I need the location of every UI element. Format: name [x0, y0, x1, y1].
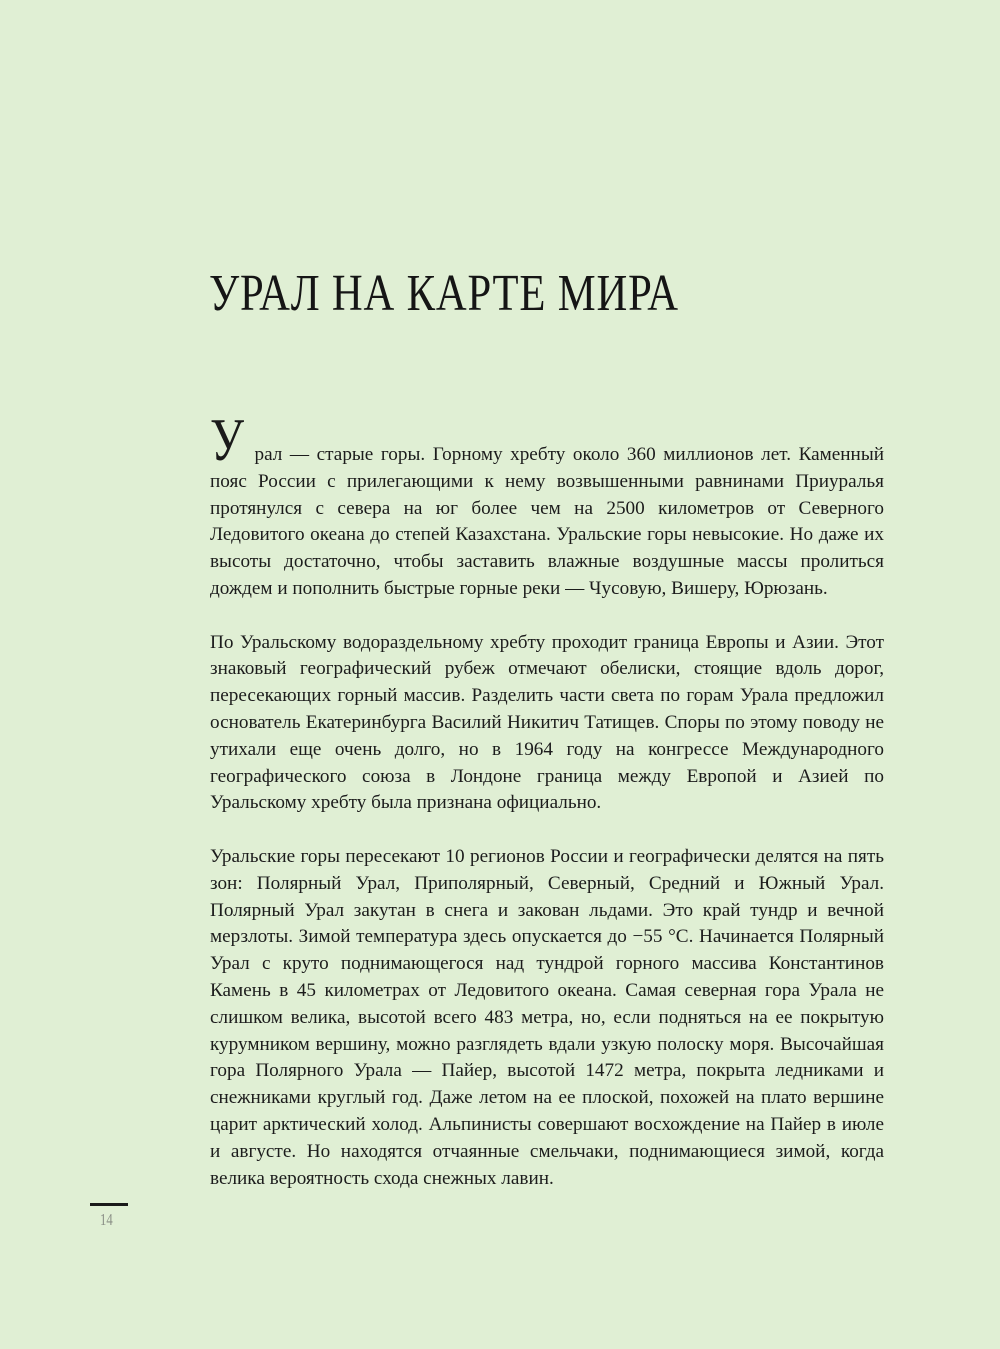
- paragraph-1-text: рал — старые горы. Горному хребту около 360 миллионов лет. Каменный пояс России с прилегающими к нему возвышенными равнинами Приуралья протянулся с севера на юг более чем на 2500 километров от Северного Ледовитого океана до степей Казахстана. Уральские горы невысокие. Но даже их высоты достаточно, чтобы заставить влажные воздушные массы пролиться дождем и пополнить быстрые горные реки — Чусовую, Вишеру, Юрюзань.: [210, 444, 884, 599]
- page-title: УРАЛ НА КАРТЕ МИРА: [209, 265, 679, 322]
- paragraph-3: Уральские горы пересекают 10 регионов России и географически делятся на пять зон: Полярный Урал, Приполярный, Северный, Средний и Южный Урал. Полярный Урал закутан в снега и закован льдами. Это край тундр и вечной мерзлоты. Зимой температура здесь опускается до −55 °С. Начинается Полярный Урал с круто поднимающегося над тундрой горного массива Константинов Камень в 45 километрах от Ледовитого океана. Самая северная гора Урала не слишком велика, высотой всего 483 метра, но, если подняться на ее покрытую курумником вершину, можно разглядеть вдали узкую полоску моря. Высочайшая гора Полярного Урала — Пайер, высотой 1472 метра, покрыта ледниками и снежниками круглый год. Даже летом на ее плоской, похожей на плато вершине царит арктический холод. Альпинисты совершают восхождение на Пайер в июле и августе. Но находятся отчаянные смельчаки, поднимающиеся зимой, когда велика вероятность схода снежных лавин.: [210, 845, 884, 1189]
- drop-cap: У: [210, 407, 244, 473]
- paragraph-1: [210, 407, 884, 603]
- page-number-rule: [90, 1203, 128, 1206]
- page-number: 14: [100, 1210, 113, 1229]
- article-body: [210, 407, 884, 1192]
- paragraph-2: По Уральскому водораздельному хребту проходит граница Европы и Азии. Этот знаковый географический рубеж отмечают обелиски, стоящие вдоль дорог, пересекающих горный массив. Разделить части света по горам Урала предложил основатель Екатеринбурга Василий Никитич Татищев. Споры по этому поводу не утихали еще очень долго, но в 1964 году на конгрессе Международного географического союза в Лондоне граница между Европой и Азией по Уральскому хребту была признана официально.: [210, 631, 884, 814]
